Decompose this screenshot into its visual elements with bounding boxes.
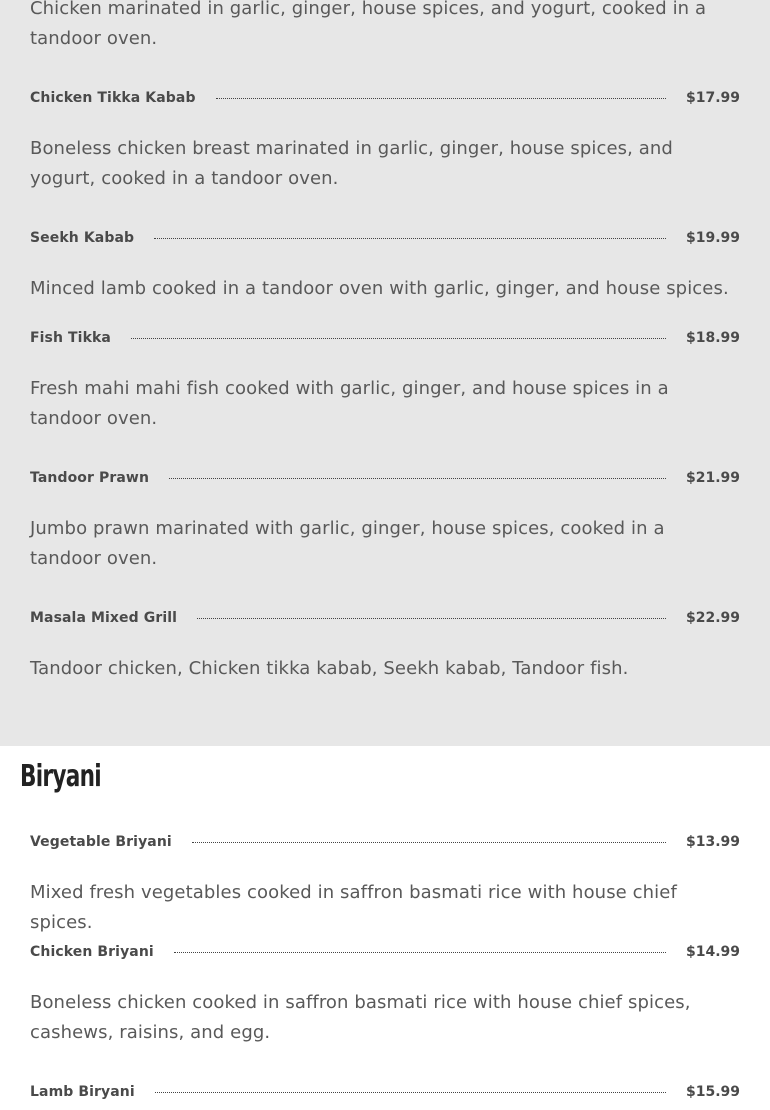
menu-item-fish-tikka bbox=[30, 328, 740, 348]
menu-item-lamb-biryani bbox=[30, 1082, 740, 1102]
item-name: Vegetable Briyani bbox=[30, 834, 172, 850]
item-description: Mixed fresh vegetables cooked in saffron basmati rice with house chief spices. bbox=[30, 882, 677, 933]
item-price: $13.99 bbox=[685, 834, 740, 850]
dotted-leader bbox=[131, 338, 666, 339]
item-price: $14.99 bbox=[685, 944, 740, 960]
item-price: $21.99 bbox=[685, 470, 740, 486]
item-description: Chicken marinated in garlic, ginger, house spices, and yogurt, cooked in a tandoor oven. bbox=[30, 0, 707, 49]
item-name: Chicken Tikka Kabab bbox=[30, 90, 196, 106]
menu-item-masala-mixed-grill bbox=[30, 608, 740, 628]
item-price: $18.99 bbox=[685, 330, 740, 346]
item-description: Boneless chicken breast marinated in garlic, ginger, house spices, and yogurt, cooked in a tandoor oven. bbox=[30, 138, 673, 189]
dotted-leader bbox=[155, 1092, 666, 1093]
dotted-leader bbox=[216, 98, 666, 99]
item-name: Seekh Kabab bbox=[30, 230, 135, 246]
dotted-leader bbox=[174, 952, 666, 953]
menu-item-chicken-tikka-kabab bbox=[30, 88, 740, 108]
menu-item-seekh-kabab bbox=[30, 228, 740, 248]
section-title-biryani: Biryani bbox=[20, 759, 101, 794]
dotted-leader bbox=[154, 238, 666, 239]
item-name: Fish Tikka bbox=[30, 330, 111, 346]
item-description: Minced lamb cooked in a tandoor oven with garlic, ginger, and house spices. bbox=[30, 278, 729, 299]
dotted-leader bbox=[197, 618, 666, 619]
dotted-leader bbox=[169, 478, 666, 479]
item-name: Chicken Briyani bbox=[30, 944, 154, 960]
item-name: Masala Mixed Grill bbox=[30, 610, 178, 626]
item-price: $19.99 bbox=[685, 230, 740, 246]
menu-item-tandoor-prawn bbox=[30, 468, 740, 488]
item-description: Boneless chicken cooked in saffron basmati rice with house chief spices, cashews, raisins, and egg. bbox=[30, 992, 691, 1043]
item-price: $15.99 bbox=[685, 1084, 740, 1100]
item-price: $22.99 bbox=[685, 610, 740, 626]
menu-item-chicken-briyani bbox=[30, 942, 740, 962]
dotted-leader bbox=[192, 842, 666, 843]
item-description: Jumbo prawn marinated with garlic, ginger, house spices, cooked in a tandoor oven. bbox=[30, 518, 665, 569]
item-name: Lamb Biryani bbox=[30, 1084, 135, 1100]
item-name: Tandoor Prawn bbox=[30, 470, 150, 486]
item-description: Fresh mahi mahi fish cooked with garlic, ginger, and house spices in a tandoor oven. bbox=[30, 378, 669, 429]
item-description: Tandoor chicken, Chicken tikka kabab, Seekh kabab, Tandoor fish. bbox=[30, 658, 629, 679]
menu-item-vegetable-briyani bbox=[30, 832, 740, 852]
item-price: $17.99 bbox=[685, 90, 740, 106]
